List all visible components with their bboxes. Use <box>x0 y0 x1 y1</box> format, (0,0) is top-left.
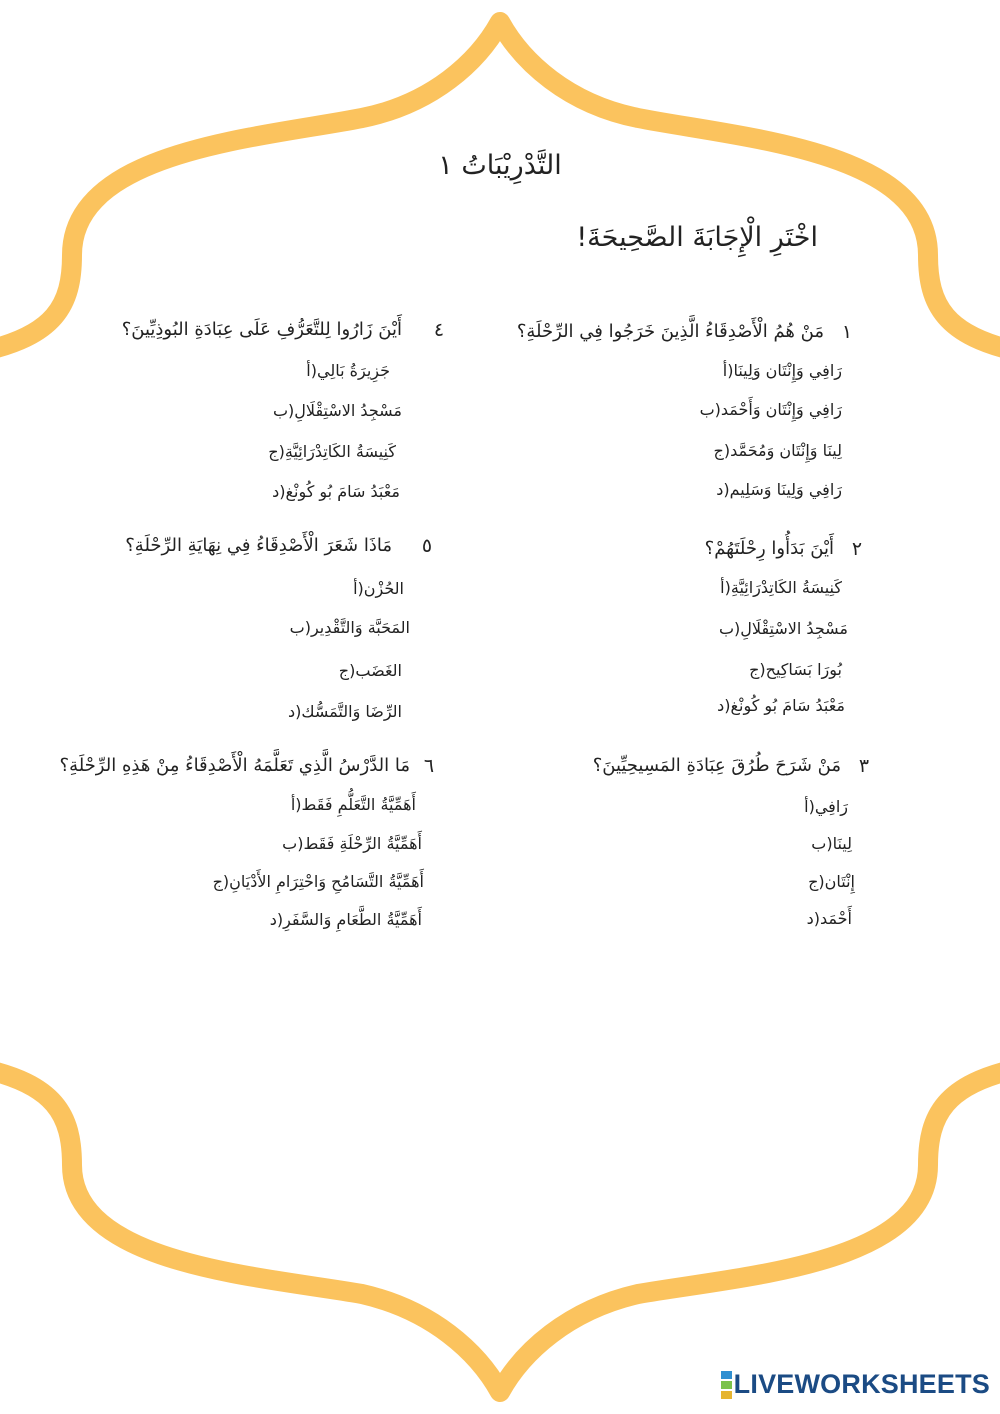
option-text: كَنِيسَةُ الكَاتِدْرَائِيَّةِ <box>284 441 396 461</box>
option-letter: أ) <box>720 577 731 597</box>
question-4 <box>122 316 450 344</box>
question-number: ٦ <box>423 754 435 777</box>
option-letter: د) <box>272 481 286 501</box>
question-6 <box>60 752 440 780</box>
option-3a[interactable] <box>798 793 848 819</box>
option-letter: ج) <box>268 441 285 461</box>
option-1b[interactable] <box>694 396 842 422</box>
instruction-text: اخْتَرِ الْإِجَابَةَ الصَّحِيحَةَ! <box>576 222 818 253</box>
question-3 <box>593 752 875 780</box>
option-1d[interactable] <box>710 476 842 502</box>
question-text: مَنْ شَرَحَ طُرُقَ عِبَادَةِ المَسِيحِيِّينَ؟ <box>592 755 841 776</box>
question-2 <box>705 535 868 563</box>
option-text: مَعْبَدُ سَامَ بُو كُونْغ <box>285 481 400 501</box>
option-2b[interactable] <box>713 615 848 641</box>
option-text: إِنْتَان <box>824 871 855 891</box>
option-6b[interactable] <box>276 830 422 856</box>
option-5c[interactable] <box>333 657 402 683</box>
option-text: الحُزْن <box>363 578 404 598</box>
option-letter: أ) <box>804 796 815 816</box>
option-text: أَهَمِّيَّةُ الطَّعَامِ وَالسَّفَرِ <box>283 909 422 929</box>
option-6d[interactable] <box>264 906 422 932</box>
option-text: المَحَبَّة وَالتَّقْدِير <box>310 617 410 637</box>
option-letter: د) <box>269 909 284 929</box>
option-letter: أ) <box>353 578 364 598</box>
option-1c[interactable] <box>707 437 842 463</box>
question-number: ٥ <box>421 534 433 557</box>
option-letter: ج) <box>749 659 766 679</box>
option-letter: ب) <box>699 399 721 419</box>
option-letter: ج) <box>338 660 356 680</box>
option-letter: د) <box>716 479 730 499</box>
option-text: مَسْجِدُ الاسْتِقْلَالِ <box>294 400 402 420</box>
option-5d[interactable] <box>282 698 402 724</box>
option-text: لِينَا <box>832 833 852 853</box>
option-1a[interactable] <box>717 357 842 383</box>
mark-stripe-top <box>721 1371 732 1379</box>
option-4b[interactable] <box>267 397 402 423</box>
option-text: أَحْمَد <box>820 908 852 928</box>
question-text: أَيْنَ بَدَأُوا رِحْلَتَهُمْ؟ <box>704 538 834 559</box>
mark-stripe-middle <box>721 1381 732 1389</box>
option-letter: ب) <box>718 618 741 638</box>
liveworksheets-mark-icon <box>721 1370 732 1400</box>
question-5 <box>125 532 438 560</box>
option-letter: أ) <box>290 794 302 814</box>
question-text: مَاذَا شَعَرَ الْأَصْدِقَاءُ فِي نِهَايَةِ الرِّحْلَةِ؟ <box>125 535 392 556</box>
liveworksheets-brand-text: LIVEWORKSHEETS <box>733 1369 990 1399</box>
option-text: أَهَمِّيَّةُ التَّعَلُّمِ فَقَط <box>301 794 416 814</box>
option-5b[interactable] <box>284 614 410 640</box>
question-1 <box>517 318 858 346</box>
option-text: أَهَمِّيَّةُ الرِّحْلَةِ فَقَط <box>303 833 422 853</box>
option-text: لِينَا وَإِنْتَان وَمُحَمَّد <box>730 440 842 460</box>
option-text: جَزِيرَةُ بَالِي <box>316 360 390 380</box>
option-letter: ب) <box>272 400 295 420</box>
question-text: مَا الدَّرْسُ الَّذِي تَعَلَّمَهُ الْأَصْدِقَاءُ مِنْ هَذِهِ الرِّحْلَةِ؟ <box>59 755 410 776</box>
option-text: الغَضَب <box>355 660 402 680</box>
option-text: رَافِي <box>814 796 848 816</box>
option-3b[interactable] <box>805 830 852 856</box>
option-text: مَعْبَدُ سَامَ بُو كُونْغ <box>730 695 845 715</box>
option-4d[interactable] <box>266 478 400 504</box>
option-letter: أ) <box>722 360 734 380</box>
liveworksheets-logo[interactable] <box>721 1369 990 1400</box>
option-text: كَنِيسَةُ الكَاتِدْرَائِيَّةِ <box>730 577 842 597</box>
option-letter: د) <box>806 908 821 928</box>
option-2a[interactable] <box>714 574 842 600</box>
option-text: مَسْجِدُ الاسْتِقْلَالِ <box>740 618 848 638</box>
option-5a[interactable] <box>347 575 404 601</box>
option-2c[interactable] <box>743 656 842 682</box>
mark-stripe-bottom <box>721 1391 732 1399</box>
option-4a[interactable] <box>300 357 390 383</box>
arch-frame-outline <box>0 22 1000 1392</box>
question-text: مَنْ هُمُ الْأَصْدِقَاءُ الَّذِينَ خَرَجُوا فِي الرِّحْلَةِ؟ <box>516 321 824 342</box>
question-number: ٣ <box>858 754 870 777</box>
option-6c[interactable] <box>207 868 424 894</box>
option-letter: أ) <box>306 360 317 380</box>
option-2d[interactable] <box>711 692 845 718</box>
option-letter: د) <box>717 695 731 715</box>
option-letter: ج) <box>713 440 731 460</box>
option-text: رَافِي وَإِنْتَان وَلِينَا <box>733 360 842 380</box>
option-letter: ب) <box>289 617 311 637</box>
question-number: ١ <box>841 320 853 343</box>
option-letter: ب) <box>811 833 833 853</box>
option-text: رَافِي وَإِنْتَان وَأَحْمَد <box>720 399 842 419</box>
option-letter: ج) <box>212 871 230 891</box>
option-letter: ب) <box>282 833 304 853</box>
option-text: بُورَا بَسَاكِيح <box>765 659 842 679</box>
option-letter: ج) <box>808 871 825 891</box>
question-text: أَيْنَ زَارُوا لِلتَّعَرُّفِ عَلَى عِبَادَةِ البُوذِيِّينَ؟ <box>121 319 402 340</box>
option-text: رَافِي وَلِينَا وَسَلِيم <box>729 479 842 499</box>
option-letter: د) <box>288 701 302 721</box>
question-number: ٤ <box>433 318 445 341</box>
option-text: الرِّضَا وَالتَّمَسُّك <box>301 701 402 721</box>
option-4c[interactable] <box>262 438 396 464</box>
option-3d[interactable] <box>801 905 852 931</box>
option-3c[interactable] <box>802 868 855 894</box>
option-6a[interactable] <box>285 791 416 817</box>
option-text: أَهَمِّيَّةُ التَّسَامُحِ وَاحْتِرَامِ الأَدْيَانِ <box>229 871 424 891</box>
page-title: التَّدْرِيْبَاتُ ١ <box>438 150 562 181</box>
question-number: ٢ <box>851 537 863 560</box>
